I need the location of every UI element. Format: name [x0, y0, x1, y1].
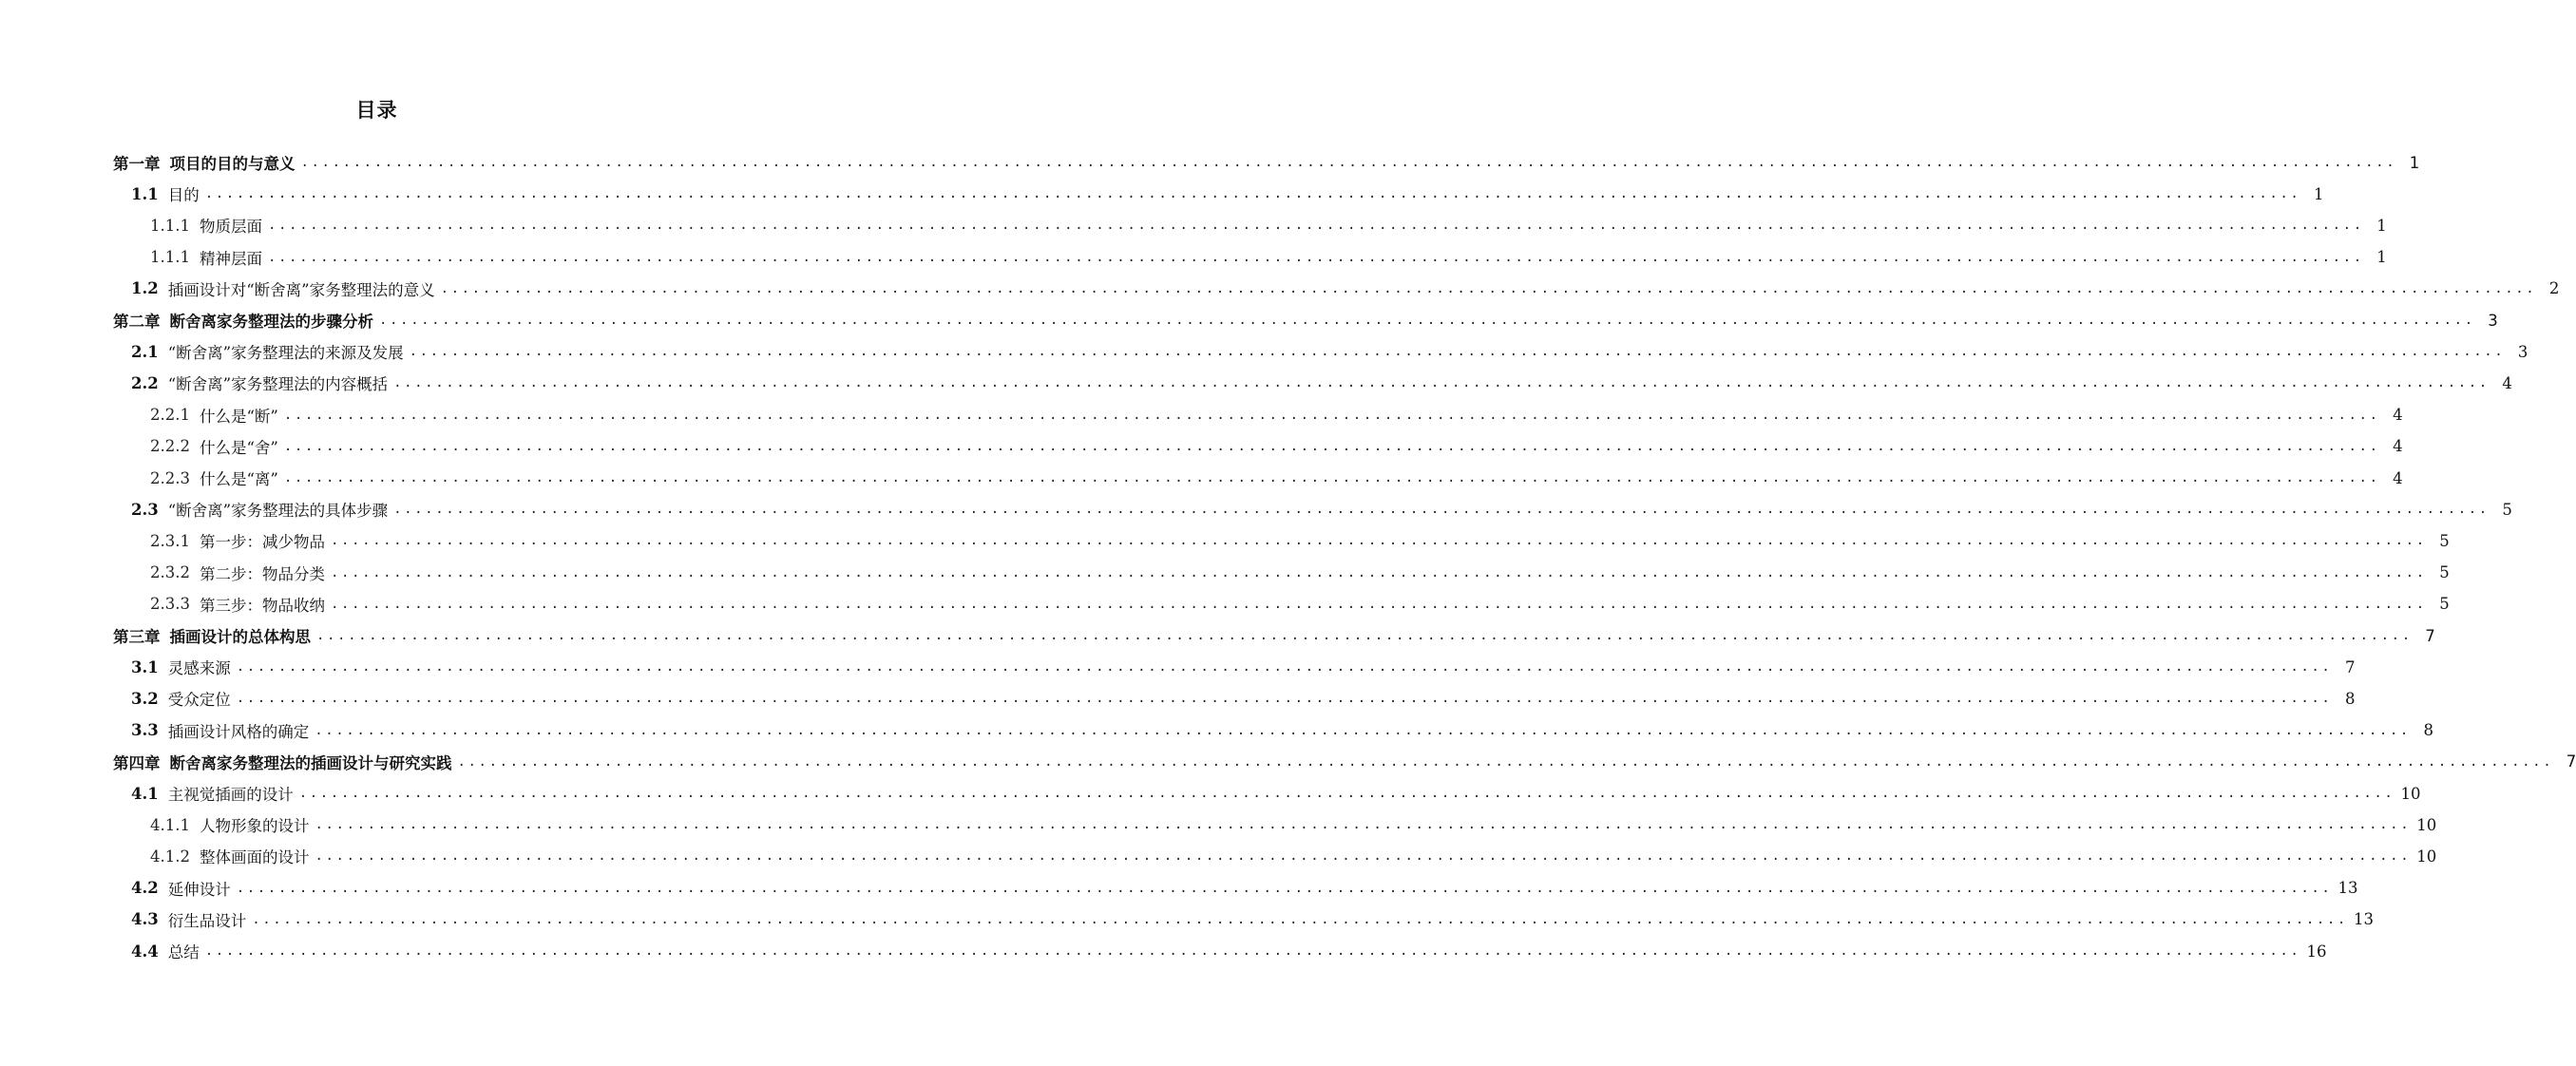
toc-entry-page-number: 5 [2439, 563, 2450, 582]
toc-entry-number: 2.2 [131, 373, 159, 392]
toc-entry-level-1[interactable] [113, 746, 2576, 778]
toc-entry-level-3[interactable] [150, 557, 2450, 589]
toc-entry-number: 4.1.1 [150, 815, 190, 834]
toc-entry-level-3[interactable] [150, 241, 2387, 274]
toc-entry-number: 2.2.3 [150, 468, 190, 487]
dot-leader: ........................................................................................................................................................................................................ [204, 943, 2301, 959]
toc-entry-level-2[interactable] [131, 273, 2560, 305]
toc-entry-title: 灵感来源 [167, 659, 231, 678]
toc-entry-page-number: 3 [2488, 311, 2498, 330]
toc-entry-page-number: 4 [2393, 468, 2403, 487]
toc-entry-title: “断舍离”家务整理法的来源及发展 [167, 344, 404, 363]
toc-entry-page-number: 1 [2376, 248, 2387, 267]
dot-leader: ........................................................................................................................................................................................................ [379, 313, 2475, 328]
toc-entry-number: 4.1.2 [150, 847, 190, 866]
dot-leader: ........................................................................................................................................................................................................ [330, 564, 2427, 581]
dot-leader: ........................................................................................................................................................................................................ [267, 249, 2364, 265]
dot-leader: ........................................................................................................................................................................................................ [330, 533, 2427, 549]
toc-entry-page-number: 10 [2416, 815, 2437, 834]
toc-entry-number: 2.2.2 [150, 437, 190, 456]
toc-entry-title: 第二步：物品分类 [199, 564, 325, 583]
toc-entry-title: 物质层面 [199, 218, 262, 237]
toc-entry-title: 目的 [167, 186, 200, 205]
toc-entry-level-2[interactable] [131, 178, 2324, 210]
toc-entry-level-2[interactable] [131, 335, 2528, 368]
toc-entry-page-number: 3 [2517, 342, 2528, 361]
toc-entry-title: 插画设计对“断舍离”家务整理法的意义 [167, 280, 435, 299]
toc-entry-level-1[interactable] [113, 304, 2498, 336]
toc-entry-number: 3.2 [131, 689, 159, 708]
toc-entry-page-number: 7 [2425, 626, 2435, 645]
toc-entry-number: 3.1 [131, 657, 159, 676]
dot-leader: ........................................................................................................................................................................................................ [393, 375, 2490, 391]
toc-entry-page-number: 10 [2400, 784, 2421, 803]
toc-entry-title: 整体画面的设计 [199, 848, 310, 867]
dot-leader: ........................................................................................................................................................................................................ [267, 218, 2364, 234]
toc-entry-number: 2.3.2 [150, 563, 190, 582]
dot-leader: ........................................................................................................................................................................................................ [300, 155, 2397, 170]
toc-entry-number: 4.3 [131, 910, 159, 929]
toc-entry-level-3[interactable] [150, 809, 2437, 841]
dot-leader: ........................................................................................................................................................................................................ [283, 470, 2380, 485]
dot-leader: ........................................................................................................................................................................................................ [236, 691, 2333, 707]
toc-entry-number: 第一章 [113, 155, 161, 173]
toc-entry-number: 2.2.1 [150, 406, 190, 425]
toc-entry-number: 4.4 [131, 942, 159, 961]
toc-entry-level-2[interactable] [131, 682, 2356, 714]
toc-entry-number: 第四章 [113, 753, 161, 772]
toc-entry-title: 插画设计风格的确定 [167, 722, 310, 741]
dot-leader: ........................................................................................................................................................................................................ [409, 344, 2506, 360]
toc-entry-title: 总结 [167, 943, 200, 961]
toc-entry-number: 2.3 [131, 500, 159, 519]
toc-entry-page-number: 5 [2502, 500, 2512, 519]
toc-entry-title: 什么是“断” [199, 407, 278, 426]
toc-entry-page-number: 8 [2423, 721, 2433, 740]
toc-entry-title: 延伸设计 [167, 880, 231, 899]
toc-entry-level-2[interactable] [131, 935, 2327, 967]
dot-leader: ........................................................................................................................................................................................................ [283, 407, 2380, 423]
dot-leader: ........................................................................................................................................................................................................ [236, 880, 2333, 896]
toc-entry-page-number: 4 [2393, 437, 2403, 456]
toc-entry-page-number: 1 [2313, 184, 2324, 203]
toc-entry-level-1[interactable] [113, 146, 2420, 179]
toc-entry-page-number: 7 [2566, 752, 2576, 771]
toc-entry-number: 1.2 [131, 279, 159, 298]
toc-entry-title: 断舍离家务整理法的步骤分析 [169, 313, 373, 331]
toc-entry-page-number: 4 [2502, 373, 2512, 392]
toc-entry-number: 4.1 [131, 784, 159, 803]
toc-entry-level-3[interactable] [150, 524, 2450, 557]
toc-entry-title: “断舍离”家务整理法的具体步骤 [167, 502, 389, 521]
toc-entry-page-number: 1 [2409, 153, 2420, 172]
toc-entry-number: 1.1 [131, 184, 159, 203]
toc-entry-level-3[interactable] [150, 462, 2403, 494]
toc-entry-level-2[interactable] [131, 714, 2433, 747]
toc-entry-title: 插画设计的总体构思 [169, 628, 311, 646]
dot-leader: ........................................................................................................................................................................................................ [236, 659, 2333, 676]
toc-entry-number: 1.1.1 [150, 216, 190, 235]
toc-entry-level-3[interactable] [150, 588, 2450, 620]
dot-leader: ........................................................................................................................................................................................................ [298, 786, 2395, 801]
toc-entry-title: 主视觉插画的设计 [167, 786, 294, 804]
toc-entry-level-2[interactable] [131, 651, 2356, 683]
dot-leader: ........................................................................................................................................................................................................ [204, 186, 2301, 202]
dot-leader: ........................................................................................................................................................................................................ [252, 911, 2348, 927]
toc-entry-title: 什么是“舍” [199, 438, 278, 457]
toc-entry-title: 什么是“离” [199, 470, 278, 488]
toc-entry-level-2[interactable] [131, 493, 2512, 525]
toc-entry-page-number: 16 [2306, 942, 2327, 961]
toc-entry-page-number: 13 [2353, 910, 2374, 929]
toc-entry-page-number: 10 [2416, 847, 2437, 866]
toc-entry-number: 2.1 [131, 342, 159, 361]
toc-entry-title: 精神层面 [199, 249, 262, 268]
toc-entry-page-number: 5 [2439, 595, 2450, 614]
toc-entry-title: 第一步：减少物品 [199, 533, 325, 552]
toc-entry-page-number: 1 [2376, 216, 2387, 235]
toc-entry-level-1[interactable] [113, 619, 2435, 652]
toc-entry-level-3[interactable] [150, 430, 2403, 463]
toc-entry-page-number: 2 [2548, 279, 2560, 298]
toc-entry-page-number: 13 [2337, 879, 2358, 898]
toc-entry-page-number: 4 [2393, 406, 2403, 425]
toc-entry-title: 人物形象的设计 [199, 817, 310, 836]
toc-entry-page-number: 8 [2344, 689, 2356, 708]
dot-leader: ........................................................................................................................................................................................................ [315, 722, 2411, 738]
toc-entry-number: 第三章 [113, 628, 161, 646]
toc-entry-level-2[interactable] [131, 904, 2374, 936]
toc-entry-title: 断舍离家务整理法的插画设计与研究实践 [169, 753, 452, 772]
dot-leader: ........................................................................................................................................................................................................ [283, 438, 2380, 454]
toc-entry-title: 项目的目的与意义 [169, 155, 296, 173]
toc-entry-level-3[interactable] [150, 399, 2403, 431]
toc-entry-number: 第二章 [113, 313, 161, 331]
toc-entry-number: 4.2 [131, 879, 159, 898]
toc-entry-title: 第三步：物品收纳 [199, 596, 325, 615]
toc-entry-title: 受众定位 [167, 691, 231, 710]
toc-entry-level-2[interactable] [131, 367, 2512, 399]
toc-entry-level-2[interactable] [131, 777, 2421, 809]
toc-entry-number: 2.3.1 [150, 531, 190, 550]
toc-entry-number: 3.3 [131, 721, 159, 740]
dot-leader: ........................................................................................................................................................................................................ [330, 596, 2427, 612]
toc-entry-number: 2.3.3 [150, 595, 190, 614]
toc-entry-title: “断舍离”家务整理法的内容概括 [167, 375, 389, 394]
dot-leader: ........................................................................................................................................................................................................ [393, 502, 2490, 518]
toc-title: 目录 [355, 99, 398, 122]
dot-leader: ........................................................................................................................................................................................................ [440, 280, 2537, 296]
dot-leader: ........................................................................................................................................................................................................ [316, 628, 2413, 643]
toc-entry-title: 衍生品设计 [167, 911, 247, 930]
toc-entry-level-2[interactable] [131, 872, 2358, 904]
toc-entry-page-number: 7 [2344, 657, 2356, 676]
toc-entry-number: 1.1.1 [150, 248, 190, 267]
toc-entry-level-3[interactable] [150, 209, 2387, 241]
dot-leader: ........................................................................................................................................................................................................ [315, 817, 2412, 833]
dot-leader: ........................................................................................................................................................................................................ [315, 848, 2412, 865]
toc-entry-page-number: 5 [2439, 531, 2450, 550]
toc-entry-level-3[interactable] [150, 840, 2437, 872]
dot-leader: ........................................................................................................................................................................................................ [457, 753, 2554, 770]
